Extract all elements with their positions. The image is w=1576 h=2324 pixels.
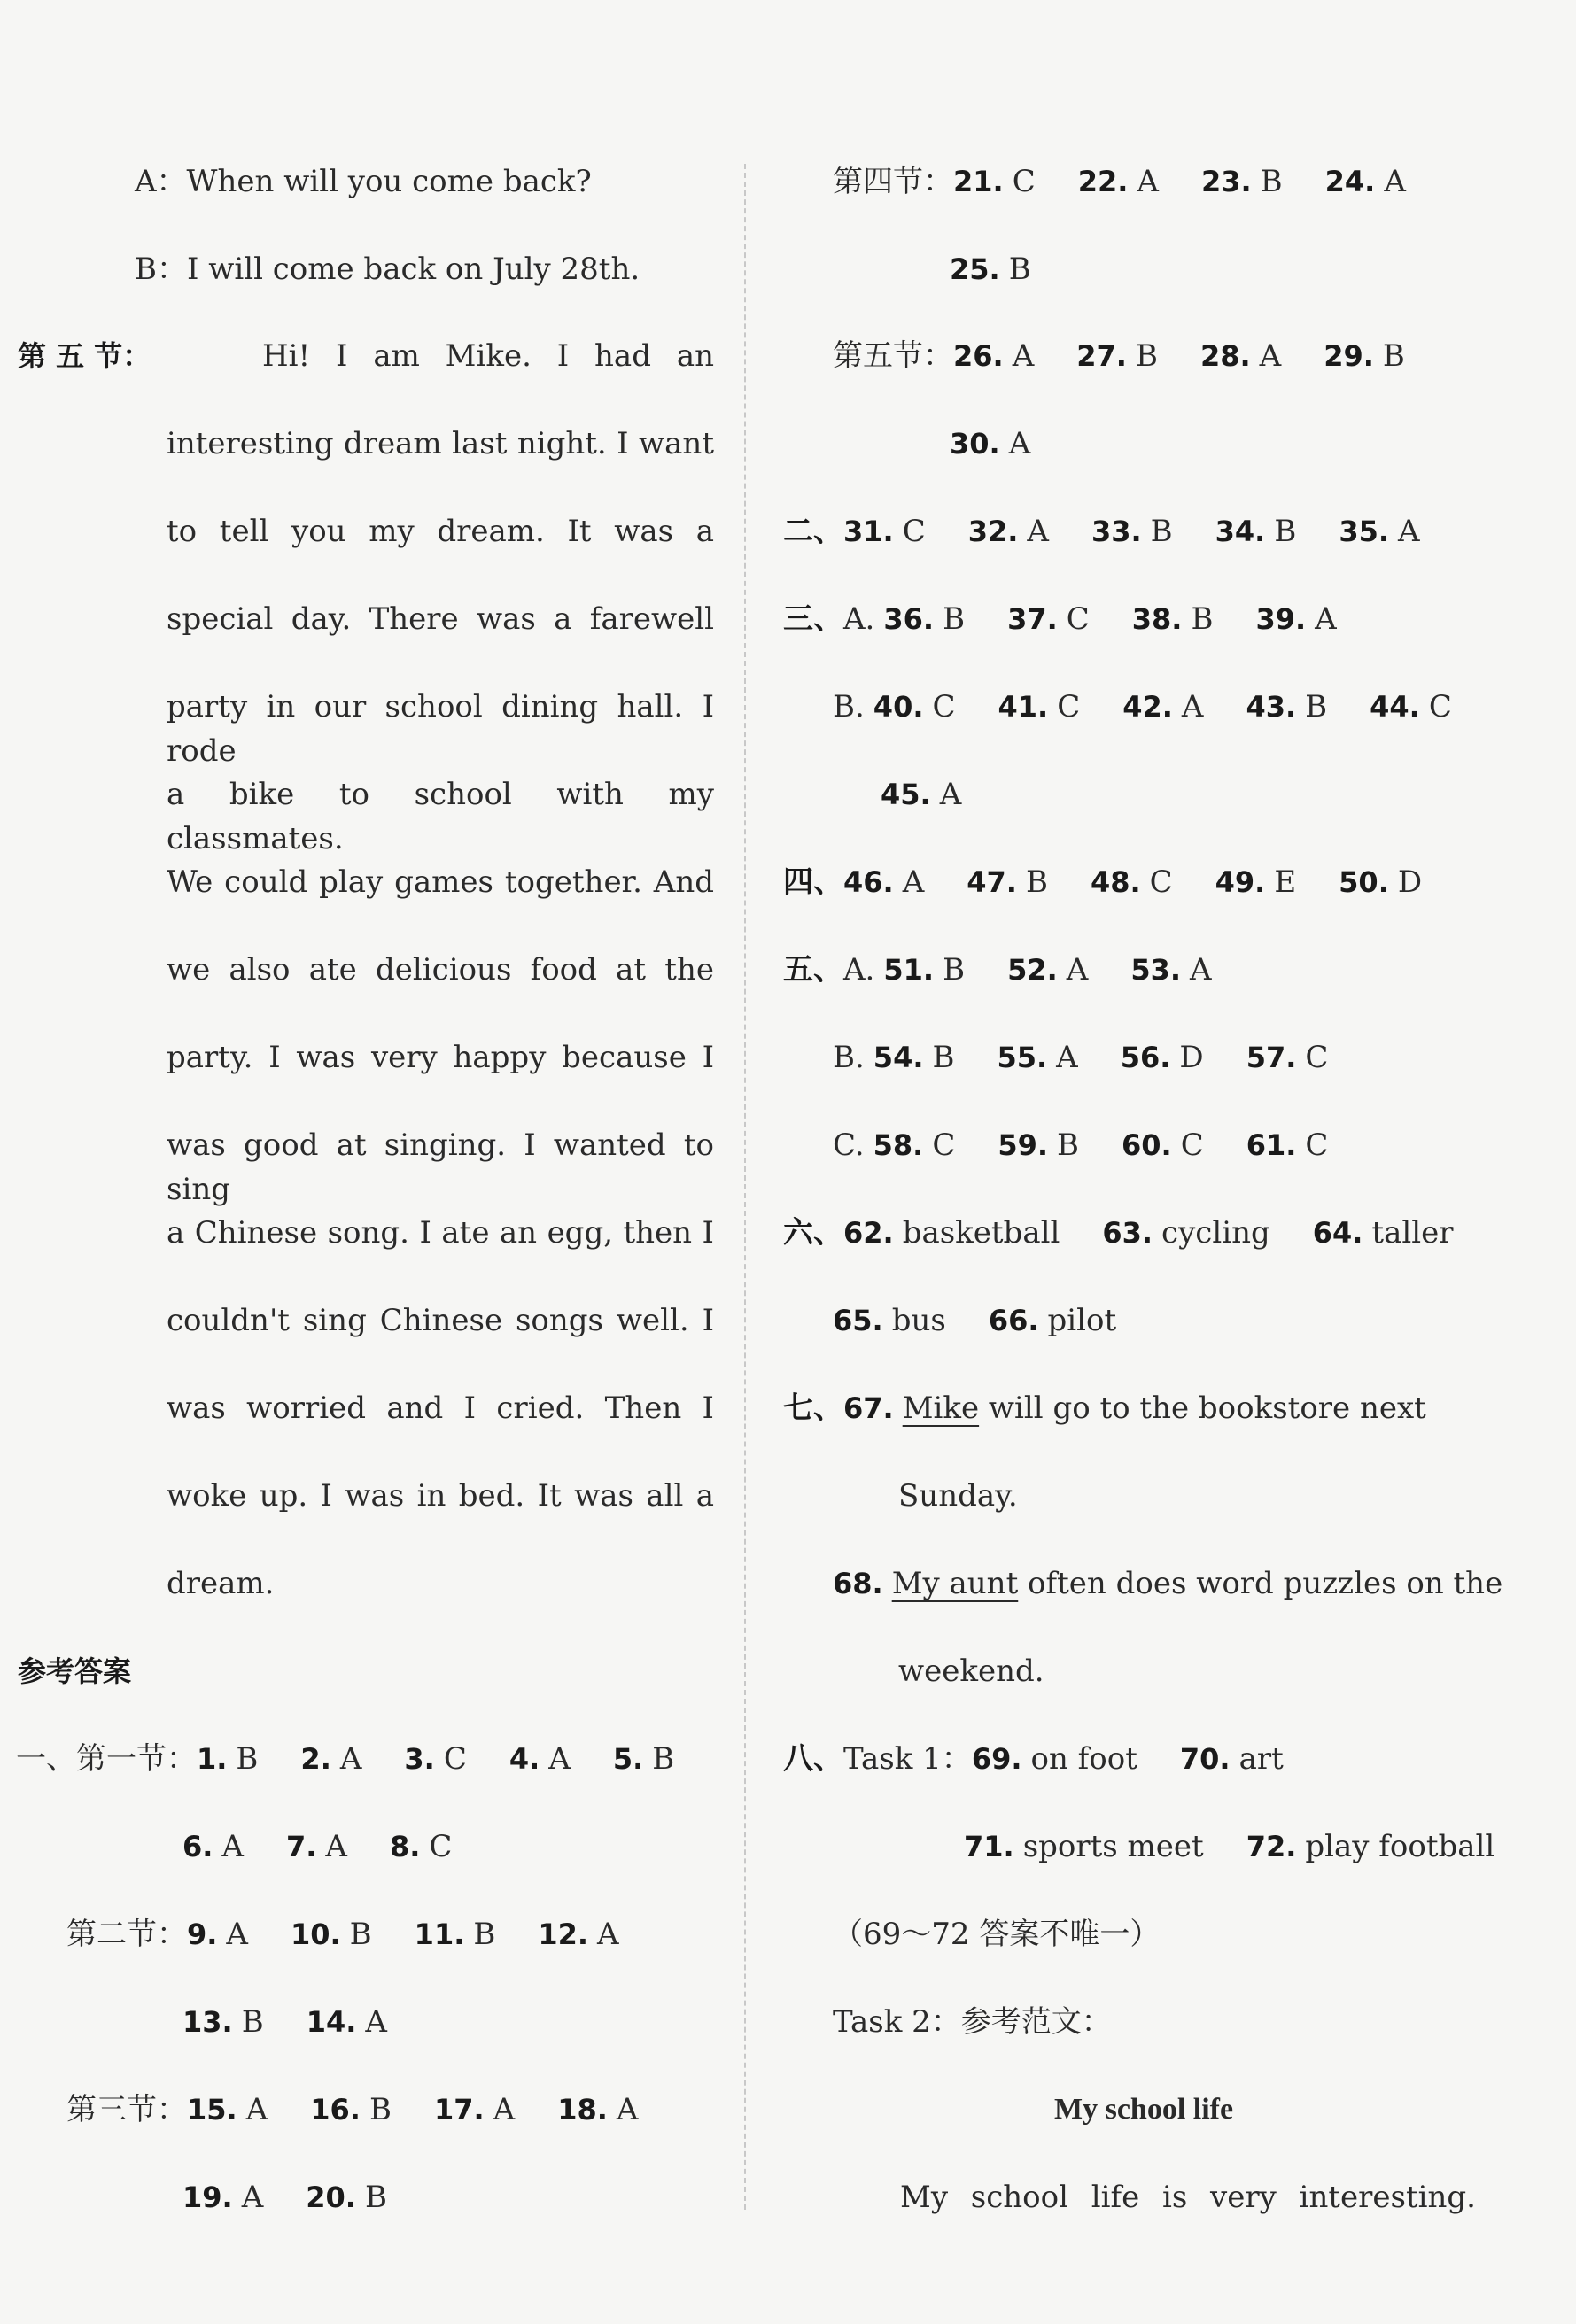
part3-row-b2 xyxy=(881,772,961,817)
answer-item: 65. bus xyxy=(833,1303,946,1338)
answer-item: 41. C xyxy=(998,689,1081,724)
sec2-row1 xyxy=(66,1912,619,1956)
part5-a-label: A. xyxy=(843,952,875,988)
answer-item: 9. A xyxy=(187,1917,248,1952)
sec4-prefix: 第四节： xyxy=(833,164,953,199)
q67-subject: Mike xyxy=(902,1391,980,1426)
answer-item: 34. B xyxy=(1215,514,1297,549)
part5-prefix: 五、 xyxy=(783,952,843,988)
passage-line-11: a Chinese song. I ate an egg, then I xyxy=(167,1215,714,1251)
answer-item: 8. C xyxy=(389,1829,453,1864)
sec5-prefix: 第五节： xyxy=(833,338,953,374)
part2-row xyxy=(783,509,1420,554)
answer-item: 63. cycling xyxy=(1102,1215,1270,1251)
passage-line-14: woke up. I was in bed. It was all a xyxy=(167,1478,714,1514)
part8-task1-row2 xyxy=(964,1824,1494,1869)
answer-item: 42. A xyxy=(1122,689,1204,724)
answer-item: 1. B xyxy=(197,1741,259,1777)
part6-row2 xyxy=(833,1298,1116,1343)
dialog-line-b: B：I will come back on July 28th. xyxy=(135,252,640,287)
part5-row-c xyxy=(833,1123,1328,1167)
task2-label: Task 2：参考范文： xyxy=(833,2004,1112,2040)
task1-note: （69～72 答案不唯一） xyxy=(833,1917,1161,1952)
answer-item: 44. C xyxy=(1370,689,1452,724)
column-divider xyxy=(744,164,746,2210)
answer-item: 49. E xyxy=(1215,864,1297,900)
passage-line-1: Hi! I am Mike. I had an xyxy=(262,338,714,374)
part5-row-a xyxy=(783,948,1212,992)
answer-item: 35. A xyxy=(1339,514,1420,549)
answer-item: 10. B xyxy=(290,1917,372,1952)
answer-item: 14. A xyxy=(306,2004,387,2040)
answer-item: 39. A xyxy=(1255,601,1337,637)
answer-item: 6. A xyxy=(182,1829,244,1864)
part7-q68 xyxy=(833,1561,1502,1606)
sec3-prefix: 第三节： xyxy=(66,2092,187,2127)
part4-prefix: 四、 xyxy=(783,864,843,900)
answer-item: 23. B xyxy=(1200,164,1283,199)
answer-item: 50. D xyxy=(1339,864,1423,900)
part6-prefix: 六、 xyxy=(783,1215,843,1251)
answer-item: 12. A xyxy=(538,1917,619,1952)
passage-line-10: was good at singing. I wanted to sing xyxy=(167,1127,714,1207)
answer-item: 55. A xyxy=(997,1040,1078,1075)
part8-prefix: 八、 xyxy=(783,1741,843,1777)
answer-item: 47. B xyxy=(967,864,1048,900)
answer-item: 61. C xyxy=(1246,1127,1329,1163)
answer-item: 66. pilot xyxy=(988,1303,1117,1338)
answer-item: 24. A xyxy=(1324,164,1406,199)
answer-item: 62. basketball xyxy=(843,1215,1060,1251)
answer-item: 4. A xyxy=(509,1741,571,1777)
part6-row1 xyxy=(783,1211,1453,1255)
answer-item: 60. C xyxy=(1122,1127,1204,1163)
answer-item: 2. A xyxy=(300,1741,362,1777)
q68-line2: weekend. xyxy=(898,1654,1044,1689)
essay-line-1: My school life is very interesting. xyxy=(900,2180,1476,2215)
part3-prefix: 三、 xyxy=(783,601,843,637)
answer-item: 58. C xyxy=(873,1127,956,1163)
answer-item: 27. B xyxy=(1076,338,1158,374)
answer-item: 45. A xyxy=(881,777,962,812)
passage-line-8: we also ate delicious food at the xyxy=(167,952,714,988)
answer-item: 11. B xyxy=(414,1917,496,1952)
q68-rest: often does word puzzles on the xyxy=(1018,1566,1503,1601)
passage-line-9: party. I was very happy because I xyxy=(167,1040,714,1075)
essay-title: My school life xyxy=(1054,2093,1234,2126)
q68-number: 68. xyxy=(833,1567,883,1600)
answer-item: 37. C xyxy=(1007,601,1090,637)
answer-item: 51. B xyxy=(883,952,966,988)
sec5-row2 xyxy=(950,422,1030,466)
answer-item: 72. play football xyxy=(1246,1829,1495,1864)
answer-item: 40. C xyxy=(873,689,956,724)
task1-label: Task 1： xyxy=(843,1741,972,1777)
answer-item: 46. A xyxy=(843,864,925,900)
passage-line-2: interesting dream last night. I want xyxy=(167,426,714,461)
part4-row xyxy=(783,860,1422,904)
passage-line-12: couldn't sing Chinese songs well. I xyxy=(167,1303,714,1338)
answer-item: 53. A xyxy=(1130,952,1212,988)
q67-number: 67. xyxy=(843,1391,894,1425)
part5-b-label: B. xyxy=(833,1040,865,1075)
answer-item: 36. B xyxy=(883,601,966,637)
part7-prefix: 七、 xyxy=(783,1391,843,1426)
part1-row1 xyxy=(16,1737,674,1781)
sec2-prefix: 第二节： xyxy=(66,1917,187,1952)
passage-line-3: to tell you my dream. It was a xyxy=(167,514,714,549)
section5-label: 第 五 节： xyxy=(18,339,151,373)
part1-row2 xyxy=(182,1824,452,1869)
q67-line2: Sunday. xyxy=(898,1478,1018,1514)
passage-line-13: was worried and I cried. Then I xyxy=(167,1391,714,1426)
answer-item: 25. B xyxy=(950,252,1031,287)
answer-item: 30. A xyxy=(950,426,1031,461)
answer-item: 7. A xyxy=(285,1829,347,1864)
answer-item: 70. art xyxy=(1179,1741,1284,1777)
answer-item: 31. C xyxy=(843,514,926,549)
part5-row-b xyxy=(833,1035,1328,1080)
answer-item: 43. B xyxy=(1246,689,1328,724)
sec4-row1 xyxy=(833,159,1406,204)
part2-prefix: 二、 xyxy=(783,514,843,549)
answers-heading: 参考答案 xyxy=(18,1654,132,1688)
answer-item: 32. A xyxy=(967,514,1049,549)
passage-line-7: We could play games together. And xyxy=(167,864,714,900)
passage-line-6: a bike to school with my classmates. xyxy=(167,777,714,856)
sec3-row1 xyxy=(66,2088,638,2132)
sec5-row1 xyxy=(833,334,1405,378)
answer-item: 52. A xyxy=(1007,952,1089,988)
answer-item: 71. sports meet xyxy=(964,1829,1204,1864)
answer-item: 22. A xyxy=(1077,164,1159,199)
sec2-row2 xyxy=(182,2000,387,2044)
answer-item: 18. A xyxy=(557,2092,639,2127)
q68-subject: My aunt xyxy=(891,1566,1019,1601)
answer-item: 54. B xyxy=(873,1040,955,1075)
part8-task1-row1 xyxy=(783,1737,1284,1781)
answer-item: 5. B xyxy=(612,1741,675,1777)
answer-item: 59. B xyxy=(998,1127,1080,1163)
part3-a-label: A. xyxy=(843,601,875,637)
sec3-row2 xyxy=(182,2175,387,2219)
answer-item: 28. A xyxy=(1199,338,1282,374)
passage-line-15: dream. xyxy=(167,1566,275,1601)
part3-row-a xyxy=(783,597,1337,641)
answer-item: 20. B xyxy=(306,2180,387,2215)
answer-item: 33. B xyxy=(1091,514,1173,549)
answer-item: 21. C xyxy=(953,164,1036,199)
answer-item: 57. C xyxy=(1246,1040,1329,1075)
part3-row-b xyxy=(833,685,1452,729)
sec4-row2 xyxy=(950,247,1031,291)
passage-line-5: party in our school dining hall. I rode xyxy=(167,689,714,769)
part5-c-label: C. xyxy=(833,1127,865,1163)
answer-item: 16. B xyxy=(310,2092,392,2127)
part7-q67 xyxy=(783,1386,1426,1430)
part3-b-label: B. xyxy=(833,689,865,724)
answer-item: 64. taller xyxy=(1312,1215,1454,1251)
q67-rest: will go to the bookstore next xyxy=(979,1391,1426,1426)
passage-line-4: special day. There was a farewell xyxy=(167,601,714,637)
part1-prefix: 一、第一节： xyxy=(16,1741,197,1777)
answer-item: 17. A xyxy=(433,2092,516,2127)
answer-item: 3. C xyxy=(404,1741,467,1777)
answer-item: 26. A xyxy=(953,338,1035,374)
answer-item: 15. A xyxy=(187,2092,268,2127)
answer-item: 13. B xyxy=(182,2004,264,2040)
answer-item: 38. B xyxy=(1131,601,1214,637)
answer-item: 19. A xyxy=(182,2180,264,2215)
answer-item: 29. B xyxy=(1324,338,1405,374)
answer-item: 69. on foot xyxy=(971,1741,1137,1777)
dialog-line-a: A：When will you come back? xyxy=(135,164,592,199)
answer-item: 48. C xyxy=(1090,864,1173,900)
answer-item: 56. D xyxy=(1120,1040,1204,1075)
